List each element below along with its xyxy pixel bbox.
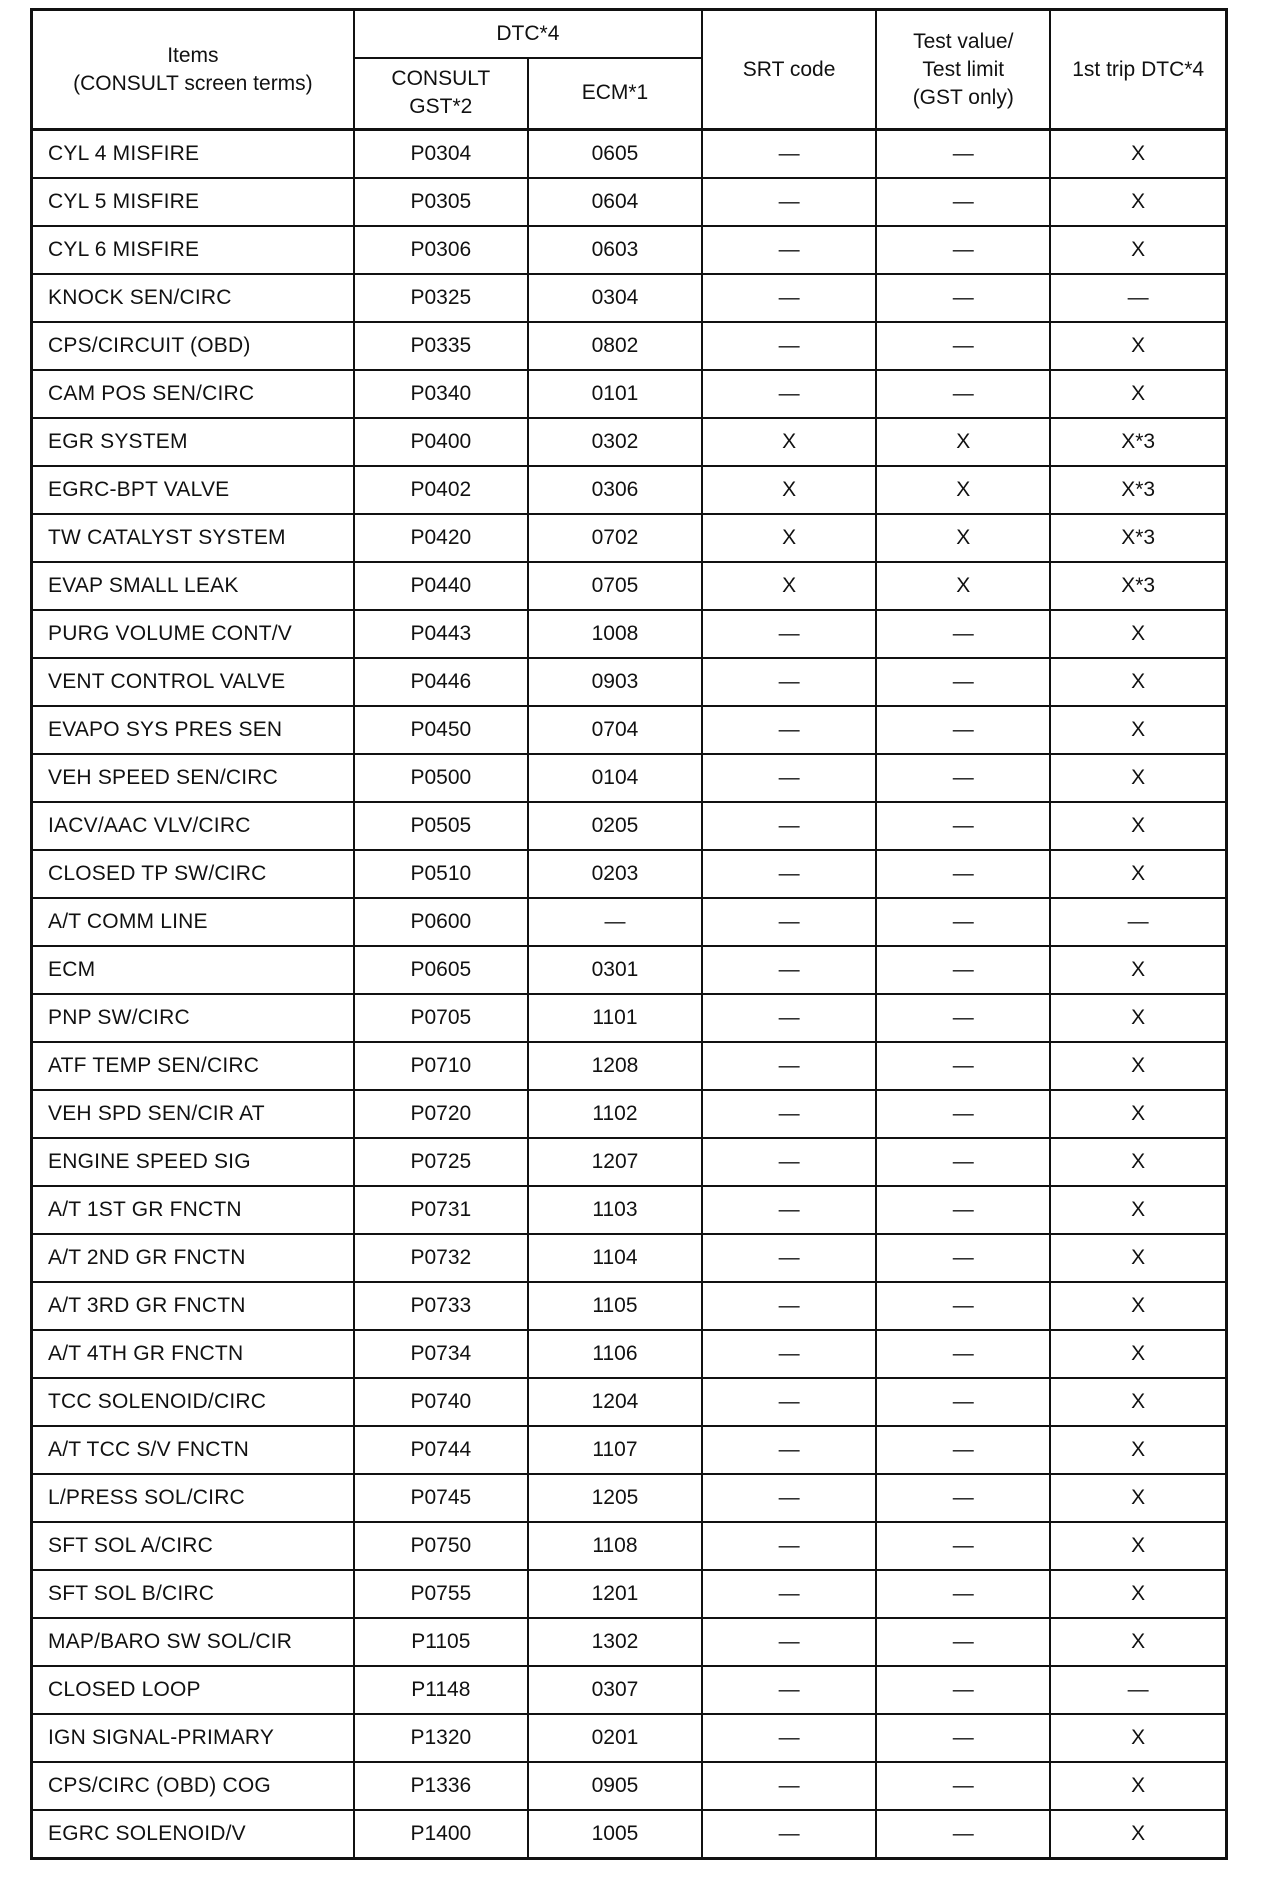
first-trip-dtc-cell: X [1050, 706, 1226, 754]
srt-code-cell: X [702, 466, 876, 514]
consult-code-cell: P0605 [354, 946, 528, 994]
table-row [32, 1378, 1227, 1426]
consult-code-cell: P0440 [354, 562, 528, 610]
first-trip-dtc-cell: X [1050, 754, 1226, 802]
ecm-code-cell: 0702 [528, 514, 702, 562]
test-value-cell: — [876, 1042, 1050, 1090]
table-row [32, 1810, 1227, 1859]
item-cell: KNOCK SEN/CIRC [32, 274, 354, 322]
test-value-cell: — [876, 370, 1050, 418]
items-header-line: (CONSULT screen terms) [73, 71, 313, 95]
first-trip-dtc-cell: X [1050, 1234, 1226, 1282]
test-value-cell: — [876, 802, 1050, 850]
test-value-cell: — [876, 1666, 1050, 1714]
first-trip-dtc-cell: X [1050, 1138, 1226, 1186]
ecm-code-cell: 1201 [528, 1570, 702, 1618]
ecm-code-cell: 1107 [528, 1426, 702, 1474]
first-trip-dtc-cell: X [1050, 1330, 1226, 1378]
ecm-code-cell: 0205 [528, 802, 702, 850]
ecm-code-cell: 1204 [528, 1378, 702, 1426]
ecm-code-cell: 1105 [528, 1282, 702, 1330]
srt-code-cell: — [702, 1522, 876, 1570]
table-row [32, 1330, 1227, 1378]
items-column-header [32, 10, 354, 130]
consult-code-cell: P0510 [354, 850, 528, 898]
consult-code-cell: P0335 [354, 322, 528, 370]
consult-header-line: GST*2 [409, 95, 473, 119]
item-cell: TCC SOLENOID/CIRC [32, 1378, 354, 1426]
test-value-cell: — [876, 706, 1050, 754]
first-trip-dtc-cell: X [1050, 1762, 1226, 1810]
table-body [32, 130, 1227, 1859]
ecm-code-cell: 0603 [528, 226, 702, 274]
item-cell: ENGINE SPEED SIG [32, 1138, 354, 1186]
ecm-code-cell: 0101 [528, 370, 702, 418]
test-header-line: Test limit [922, 57, 1005, 81]
consult-code-cell: P0733 [354, 1282, 528, 1330]
first-trip-dtc-cell: X [1050, 178, 1226, 226]
consult-code-cell: P0740 [354, 1378, 528, 1426]
item-cell: SFT SOL B/CIRC [32, 1570, 354, 1618]
first-trip-dtc-cell: X [1050, 1714, 1226, 1762]
ecm-code-cell: 0903 [528, 658, 702, 706]
test-header-line: Test value/ [913, 29, 1014, 53]
item-cell: TW CATALYST SYSTEM [32, 514, 354, 562]
srt-code-cell: — [702, 1570, 876, 1618]
table-row [32, 514, 1227, 562]
ecm-code-cell: 0905 [528, 1762, 702, 1810]
item-cell: A/T 1ST GR FNCTN [32, 1186, 354, 1234]
first-trip-dtc-cell: X [1050, 1570, 1226, 1618]
srt-code-cell: — [702, 1186, 876, 1234]
item-cell: VEH SPEED SEN/CIRC [32, 754, 354, 802]
consult-code-cell: P0725 [354, 1138, 528, 1186]
test-value-cell: X [876, 466, 1050, 514]
ecm-code-cell: 0304 [528, 274, 702, 322]
item-cell: ATF TEMP SEN/CIRC [32, 1042, 354, 1090]
item-cell: VEH SPD SEN/CIR AT [32, 1090, 354, 1138]
item-cell: MAP/BARO SW SOL/CIR [32, 1618, 354, 1666]
item-cell: CYL 5 MISFIRE [32, 178, 354, 226]
item-cell: EVAP SMALL LEAK [32, 562, 354, 610]
item-cell: SFT SOL A/CIRC [32, 1522, 354, 1570]
table-row [32, 1714, 1227, 1762]
ecm-code-cell: 0302 [528, 418, 702, 466]
test-value-cell: — [876, 1234, 1050, 1282]
table-header [32, 10, 1227, 130]
table-row [32, 658, 1227, 706]
table-row [32, 994, 1227, 1042]
consult-code-cell: P0340 [354, 370, 528, 418]
srt-code-cell: — [702, 1330, 876, 1378]
item-cell: ECM [32, 946, 354, 994]
first-trip-dtc-cell: — [1050, 898, 1226, 946]
item-cell: EVAPO SYS PRES SEN [32, 706, 354, 754]
srt-code-cell: — [702, 994, 876, 1042]
item-cell: PNP SW/CIRC [32, 994, 354, 1042]
table-row [32, 1426, 1227, 1474]
first-trip-dtc-cell: X [1050, 946, 1226, 994]
ecm-code-cell: 1102 [528, 1090, 702, 1138]
consult-code-cell: P0500 [354, 754, 528, 802]
consult-code-cell: P0505 [354, 802, 528, 850]
srt-code-cell: — [702, 1042, 876, 1090]
first-trip-dtc-cell: X [1050, 1522, 1226, 1570]
table-row [32, 1186, 1227, 1234]
table-row [32, 754, 1227, 802]
first-trip-dtc-cell: X [1050, 226, 1226, 274]
test-value-cell: — [876, 1570, 1050, 1618]
item-cell: CPS/CIRCUIT (OBD) [32, 322, 354, 370]
ecm-code-cell: 1108 [528, 1522, 702, 1570]
srt-code-cell: — [702, 1090, 876, 1138]
consult-code-cell: P0443 [354, 610, 528, 658]
test-value-cell: X [876, 418, 1050, 466]
consult-code-cell: P1105 [354, 1618, 528, 1666]
test-value-cell: — [876, 754, 1050, 802]
ecm-code-cell: 0802 [528, 322, 702, 370]
table-row [32, 1474, 1227, 1522]
srt-code-cell: — [702, 754, 876, 802]
item-cell: L/PRESS SOL/CIRC [32, 1474, 354, 1522]
test-value-cell: X [876, 514, 1050, 562]
srt-code-cell: — [702, 1474, 876, 1522]
ecm-code-cell: 1008 [528, 610, 702, 658]
test-value-cell: — [876, 1426, 1050, 1474]
item-cell: A/T TCC S/V FNCTN [32, 1426, 354, 1474]
srt-code-cell: — [702, 658, 876, 706]
srt-code-cell: — [702, 322, 876, 370]
item-cell: IGN SIGNAL-PRIMARY [32, 1714, 354, 1762]
item-cell: IACV/AAC VLV/CIRC [32, 802, 354, 850]
consult-code-cell: P0732 [354, 1234, 528, 1282]
table-row [32, 610, 1227, 658]
consult-code-cell: P1336 [354, 1762, 528, 1810]
srt-code-cell: — [702, 226, 876, 274]
test-value-cell: — [876, 274, 1050, 322]
item-cell: CYL 4 MISFIRE [32, 130, 354, 179]
srt-code-cell: — [702, 1426, 876, 1474]
first-trip-dtc-cell: X [1050, 1810, 1226, 1859]
table-row [32, 1522, 1227, 1570]
item-cell: CLOSED TP SW/CIRC [32, 850, 354, 898]
test-value-cell: — [876, 610, 1050, 658]
test-value-cell: — [876, 1378, 1050, 1426]
ecm-code-cell: 0104 [528, 754, 702, 802]
table-row [32, 850, 1227, 898]
srt-code-cell: — [702, 1234, 876, 1282]
srt-code-cell: — [702, 1282, 876, 1330]
table-row [32, 706, 1227, 754]
ecm-code-cell: 0301 [528, 946, 702, 994]
first-trip-dtc-cell: — [1050, 1666, 1226, 1714]
test-value-cell: — [876, 850, 1050, 898]
test-value-cell: — [876, 1474, 1050, 1522]
first-trip-dtc-cell: X [1050, 1090, 1226, 1138]
test-value-cell: — [876, 1282, 1050, 1330]
table-row [32, 130, 1227, 179]
first-trip-dtc-cell: X [1050, 130, 1226, 179]
test-value-cell: — [876, 1090, 1050, 1138]
consult-code-cell: P0720 [354, 1090, 528, 1138]
table-row [32, 418, 1227, 466]
table-row [32, 466, 1227, 514]
table-row [32, 274, 1227, 322]
ecm-code-cell: 1106 [528, 1330, 702, 1378]
item-cell: EGR SYSTEM [32, 418, 354, 466]
ecm-code-cell: 0307 [528, 1666, 702, 1714]
test-value-cell: X [876, 562, 1050, 610]
test-header-line: (GST only) [912, 85, 1014, 109]
first-trip-dtc-cell: X [1050, 1474, 1226, 1522]
srt-code-cell: — [702, 946, 876, 994]
test-value-cell: — [876, 1618, 1050, 1666]
ecm-code-cell: 1103 [528, 1186, 702, 1234]
first-trip-dtc-cell: X*3 [1050, 466, 1226, 514]
srt-code-cell: — [702, 1714, 876, 1762]
table-row [32, 1282, 1227, 1330]
table-row [32, 946, 1227, 994]
test-value-cell: — [876, 130, 1050, 179]
test-value-cell: — [876, 178, 1050, 226]
srt-code-cell: X [702, 418, 876, 466]
first-trip-dtc-cell: X [1050, 1282, 1226, 1330]
consult-code-cell: P0402 [354, 466, 528, 514]
srt-code-cell: — [702, 898, 876, 946]
ecm-code-cell: 1302 [528, 1618, 702, 1666]
srt-code-cell: — [702, 1618, 876, 1666]
consult-code-cell: P0745 [354, 1474, 528, 1522]
table-row [32, 898, 1227, 946]
table-row [32, 1234, 1227, 1282]
first-trip-dtc-cell: X [1050, 610, 1226, 658]
srt-code-cell: X [702, 562, 876, 610]
first-trip-dtc-cell: X*3 [1050, 562, 1226, 610]
srt-code-cell: — [702, 1138, 876, 1186]
consult-code-cell: P0734 [354, 1330, 528, 1378]
dtc-group-header: DTC*4 [354, 10, 702, 58]
srt-code-cell: — [702, 802, 876, 850]
ecm-code-cell: 1207 [528, 1138, 702, 1186]
ecm-code-cell: 1104 [528, 1234, 702, 1282]
first-trip-dtc-cell: X [1050, 1042, 1226, 1090]
srt-code-cell: — [702, 1666, 876, 1714]
ecm-code-cell: 0201 [528, 1714, 702, 1762]
first-trip-dtc-cell: X [1050, 1618, 1226, 1666]
table-row [32, 802, 1227, 850]
first-trip-dtc-cell: X [1050, 658, 1226, 706]
item-cell: EGRC SOLENOID/V [32, 1810, 354, 1859]
consult-code-cell: P0304 [354, 130, 528, 179]
ecm-code-cell: 1205 [528, 1474, 702, 1522]
first-trip-dtc-cell: X [1050, 370, 1226, 418]
test-value-cell: — [876, 946, 1050, 994]
consult-code-cell: P0446 [354, 658, 528, 706]
ecm-code-cell: 1101 [528, 994, 702, 1042]
item-cell: CYL 6 MISFIRE [32, 226, 354, 274]
consult-code-cell: P0744 [354, 1426, 528, 1474]
item-cell: PURG VOLUME CONT/V [32, 610, 354, 658]
first-trip-dtc-cell: X [1050, 850, 1226, 898]
consult-code-cell: P0305 [354, 178, 528, 226]
ecm-code-cell: 0306 [528, 466, 702, 514]
consult-code-cell: P0400 [354, 418, 528, 466]
consult-code-cell: P0755 [354, 1570, 528, 1618]
consult-code-cell: P0325 [354, 274, 528, 322]
consult-header-line: CONSULT [391, 67, 491, 91]
test-value-cell: — [876, 1138, 1050, 1186]
ecm-code-cell: 1005 [528, 1810, 702, 1859]
srt-code-cell: — [702, 130, 876, 179]
table-row [32, 1090, 1227, 1138]
consult-code-cell: P0750 [354, 1522, 528, 1570]
table-row [32, 178, 1227, 226]
first-trip-dtc-cell: X [1050, 1426, 1226, 1474]
item-cell: A/T 3RD GR FNCTN [32, 1282, 354, 1330]
table-row [32, 1666, 1227, 1714]
consult-code-cell: P0705 [354, 994, 528, 1042]
first-trip-dtc-cell: X [1050, 322, 1226, 370]
consult-code-cell: P0710 [354, 1042, 528, 1090]
consult-code-cell: P0731 [354, 1186, 528, 1234]
items-header-line: Items [167, 43, 219, 67]
table-row [32, 562, 1227, 610]
first-trip-dtc-cell: — [1050, 274, 1226, 322]
ecm-code-cell: 0705 [528, 562, 702, 610]
srt-code-cell: — [702, 178, 876, 226]
table-row [32, 322, 1227, 370]
consult-code-cell: P0600 [354, 898, 528, 946]
first-trip-dtc-cell: X [1050, 994, 1226, 1042]
ecm-code-cell: 1208 [528, 1042, 702, 1090]
item-cell: EGRC-BPT VALVE [32, 466, 354, 514]
test-value-cell: — [876, 226, 1050, 274]
item-cell: A/T COMM LINE [32, 898, 354, 946]
test-value-cell: — [876, 1714, 1050, 1762]
item-cell: CLOSED LOOP [32, 1666, 354, 1714]
first-trip-dtc-cell: X*3 [1050, 418, 1226, 466]
table-row [32, 226, 1227, 274]
ecm-column-header: ECM*1 [528, 58, 702, 130]
test-value-cell: — [876, 658, 1050, 706]
item-cell: A/T 4TH GR FNCTN [32, 1330, 354, 1378]
ecm-code-cell: 0605 [528, 130, 702, 179]
srt-code-cell: — [702, 1378, 876, 1426]
first-trip-dtc-cell: X [1050, 802, 1226, 850]
ecm-code-cell: 0704 [528, 706, 702, 754]
consult-code-cell: P1320 [354, 1714, 528, 1762]
consult-code-cell: P1400 [354, 1810, 528, 1859]
first-trip-dtc-cell: X [1050, 1186, 1226, 1234]
consult-code-cell: P0450 [354, 706, 528, 754]
first-trip-dtc-cell: X [1050, 1378, 1226, 1426]
item-cell: VENT CONTROL VALVE [32, 658, 354, 706]
srt-code-cell: — [702, 370, 876, 418]
table-row [32, 1042, 1227, 1090]
srt-code-cell: — [702, 610, 876, 658]
table-row [32, 1570, 1227, 1618]
srt-column-header: SRT code [702, 10, 876, 130]
table-row [32, 1618, 1227, 1666]
srt-code-cell: — [702, 1810, 876, 1859]
consult-code-cell: P0420 [354, 514, 528, 562]
table-row [32, 1762, 1227, 1810]
item-cell: A/T 2ND GR FNCTN [32, 1234, 354, 1282]
ecm-code-cell: 0203 [528, 850, 702, 898]
test-value-cell: — [876, 1762, 1050, 1810]
first-trip-dtc-cell: X*3 [1050, 514, 1226, 562]
consult-code-cell: P1148 [354, 1666, 528, 1714]
item-cell: CPS/CIRC (OBD) COG [32, 1762, 354, 1810]
consult-column-header [354, 58, 528, 130]
table-row [32, 1138, 1227, 1186]
srt-code-cell: — [702, 850, 876, 898]
srt-code-cell: — [702, 1762, 876, 1810]
ecm-code-cell: — [528, 898, 702, 946]
srt-code-cell: — [702, 274, 876, 322]
test-value-cell: — [876, 1810, 1050, 1859]
table-row [32, 370, 1227, 418]
srt-code-cell: X [702, 514, 876, 562]
ecm-code-cell: 0604 [528, 178, 702, 226]
test-value-cell: — [876, 322, 1050, 370]
test-value-cell: — [876, 898, 1050, 946]
test-value-cell: — [876, 994, 1050, 1042]
test-column-header [876, 10, 1050, 130]
dtc-table [30, 8, 1228, 1860]
srt-code-cell: — [702, 706, 876, 754]
test-value-cell: — [876, 1330, 1050, 1378]
item-cell: CAM POS SEN/CIRC [32, 370, 354, 418]
test-value-cell: — [876, 1186, 1050, 1234]
test-value-cell: — [876, 1522, 1050, 1570]
consult-code-cell: P0306 [354, 226, 528, 274]
first-trip-column-header: 1st trip DTC*4 [1050, 10, 1226, 130]
